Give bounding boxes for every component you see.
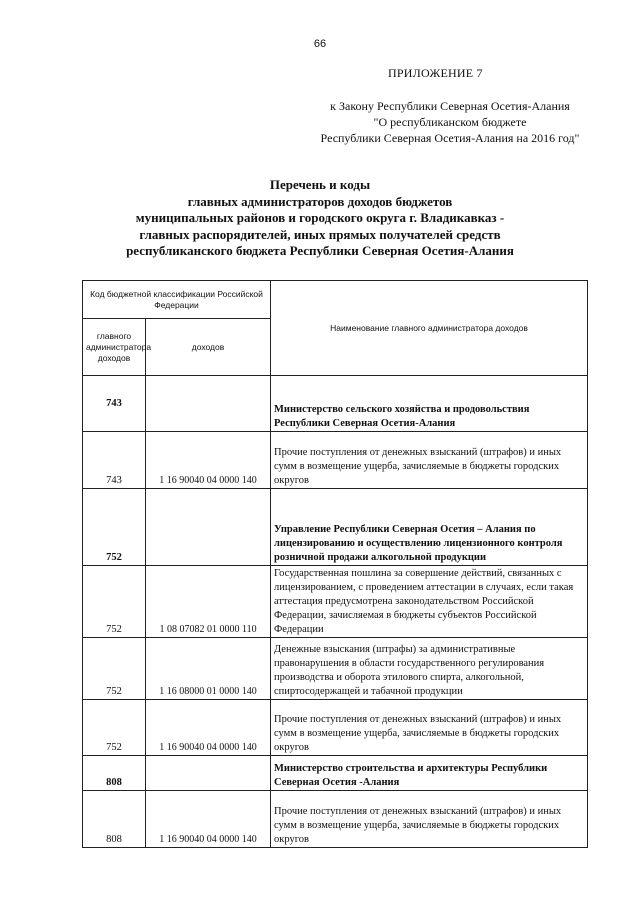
header-budget-classification: Код бюджетной классификации Российской Федерации <box>83 281 271 319</box>
appendix-label: ПРИЛОЖЕНИЕ 7 <box>388 66 483 80</box>
cell-admin-code: 752 <box>83 700 146 756</box>
cell-admin-name: Денежные взыскания (штрафы) за административные правонарушения в области государственного регулирования производства и оборота этилового спирта, алкогольной, спиртосодержащей и табачной продукции <box>271 638 588 700</box>
cell-income-code: 1 16 90040 04 0000 140 <box>146 791 271 848</box>
cell-admin-name: Государственная пошлина за совершение действий, связанных с лицензированием, с проведением аттестации в случаях, если такая аттестация предусмотрена законодательством Российской Федерации, зачисляемая в бюджеты субъектов Российской Федерации <box>271 566 588 638</box>
cell-admin-name: Управление Республики Северная Осетия – Алания по лицензированию и осуществлению лицензионного контроля розничной продажи алкогольной продукции <box>271 489 588 566</box>
title-line: муниципальных районов и городского округа г. Владикавказ - <box>135 210 505 225</box>
title-line: республиканского бюджета Республики Северная Осетия-Алания <box>126 243 514 258</box>
title-line: главных администраторов доходов бюджетов <box>187 193 453 209</box>
cell-admin-code: 743 <box>83 376 146 432</box>
title-line: главных распорядителей, иных прямых получателей средств <box>139 226 501 242</box>
header-income-code: доходов <box>146 319 271 376</box>
table-row <box>83 432 588 489</box>
cell-admin-code: 743 <box>83 432 146 489</box>
law-reference-line: "О республиканском бюджете <box>373 115 527 129</box>
table-row <box>83 756 588 791</box>
cell-admin-name: Прочие поступления от денежных взысканий (штрафов) и иных сумм в возмещение ущерба, зачисляемые в бюджеты городских округов <box>271 791 588 848</box>
document-title <box>60 177 580 260</box>
table-row <box>83 700 588 756</box>
cell-admin-code: 752 <box>83 489 146 566</box>
table-row <box>83 791 588 848</box>
cell-admin-code: 752 <box>83 638 146 700</box>
law-reference-line: к Закону Республики Северная Осетия-Алания <box>330 99 570 113</box>
cell-income-code: 1 16 90040 04 0000 140 <box>146 432 271 489</box>
cell-admin-name: Министерство сельского хозяйства и продовольствия Республики Северная Осетия-Алания <box>271 376 588 432</box>
cell-income-code: 1 16 08000 01 0000 140 <box>146 638 271 700</box>
table-row <box>83 376 588 432</box>
admin-table <box>82 280 588 848</box>
title-line: Перечень и коды <box>269 177 371 192</box>
cell-income-code: 1 08 07082 01 0000 110 <box>146 566 271 638</box>
cell-admin-code: 808 <box>83 791 146 848</box>
cell-income-code: 1 16 90040 04 0000 140 <box>146 700 271 756</box>
cell-income-code <box>146 376 271 432</box>
cell-income-code <box>146 756 271 791</box>
cell-admin-code: 808 <box>83 756 146 791</box>
header-admin-code: главного администратора доходов <box>83 319 146 376</box>
table-row <box>83 566 588 638</box>
cell-admin-name: Прочие поступления от денежных взысканий (штрафов) и иных сумм в возмещение ущерба, зачисляемые в бюджеты городских округов <box>271 700 588 756</box>
page-number: 66 <box>313 38 327 50</box>
cell-income-code <box>146 489 271 566</box>
table-row <box>83 489 588 566</box>
table-row <box>83 638 588 700</box>
cell-admin-code: 752 <box>83 566 146 638</box>
cell-admin-name: Прочие поступления от денежных взысканий (штрафов) и иных сумм в возмещение ущерба, зачисляемые в бюджеты городских округов <box>271 432 588 489</box>
header-admin-name: Наименование главного администратора доходов <box>271 281 588 376</box>
cell-admin-name: Министерство строительства и архитектуры Республики Северная Осетия -Алания <box>271 756 588 791</box>
law-reference-line: Республики Северная Осетия-Алания на 2016 год" <box>320 131 580 145</box>
law-reference <box>300 98 600 146</box>
